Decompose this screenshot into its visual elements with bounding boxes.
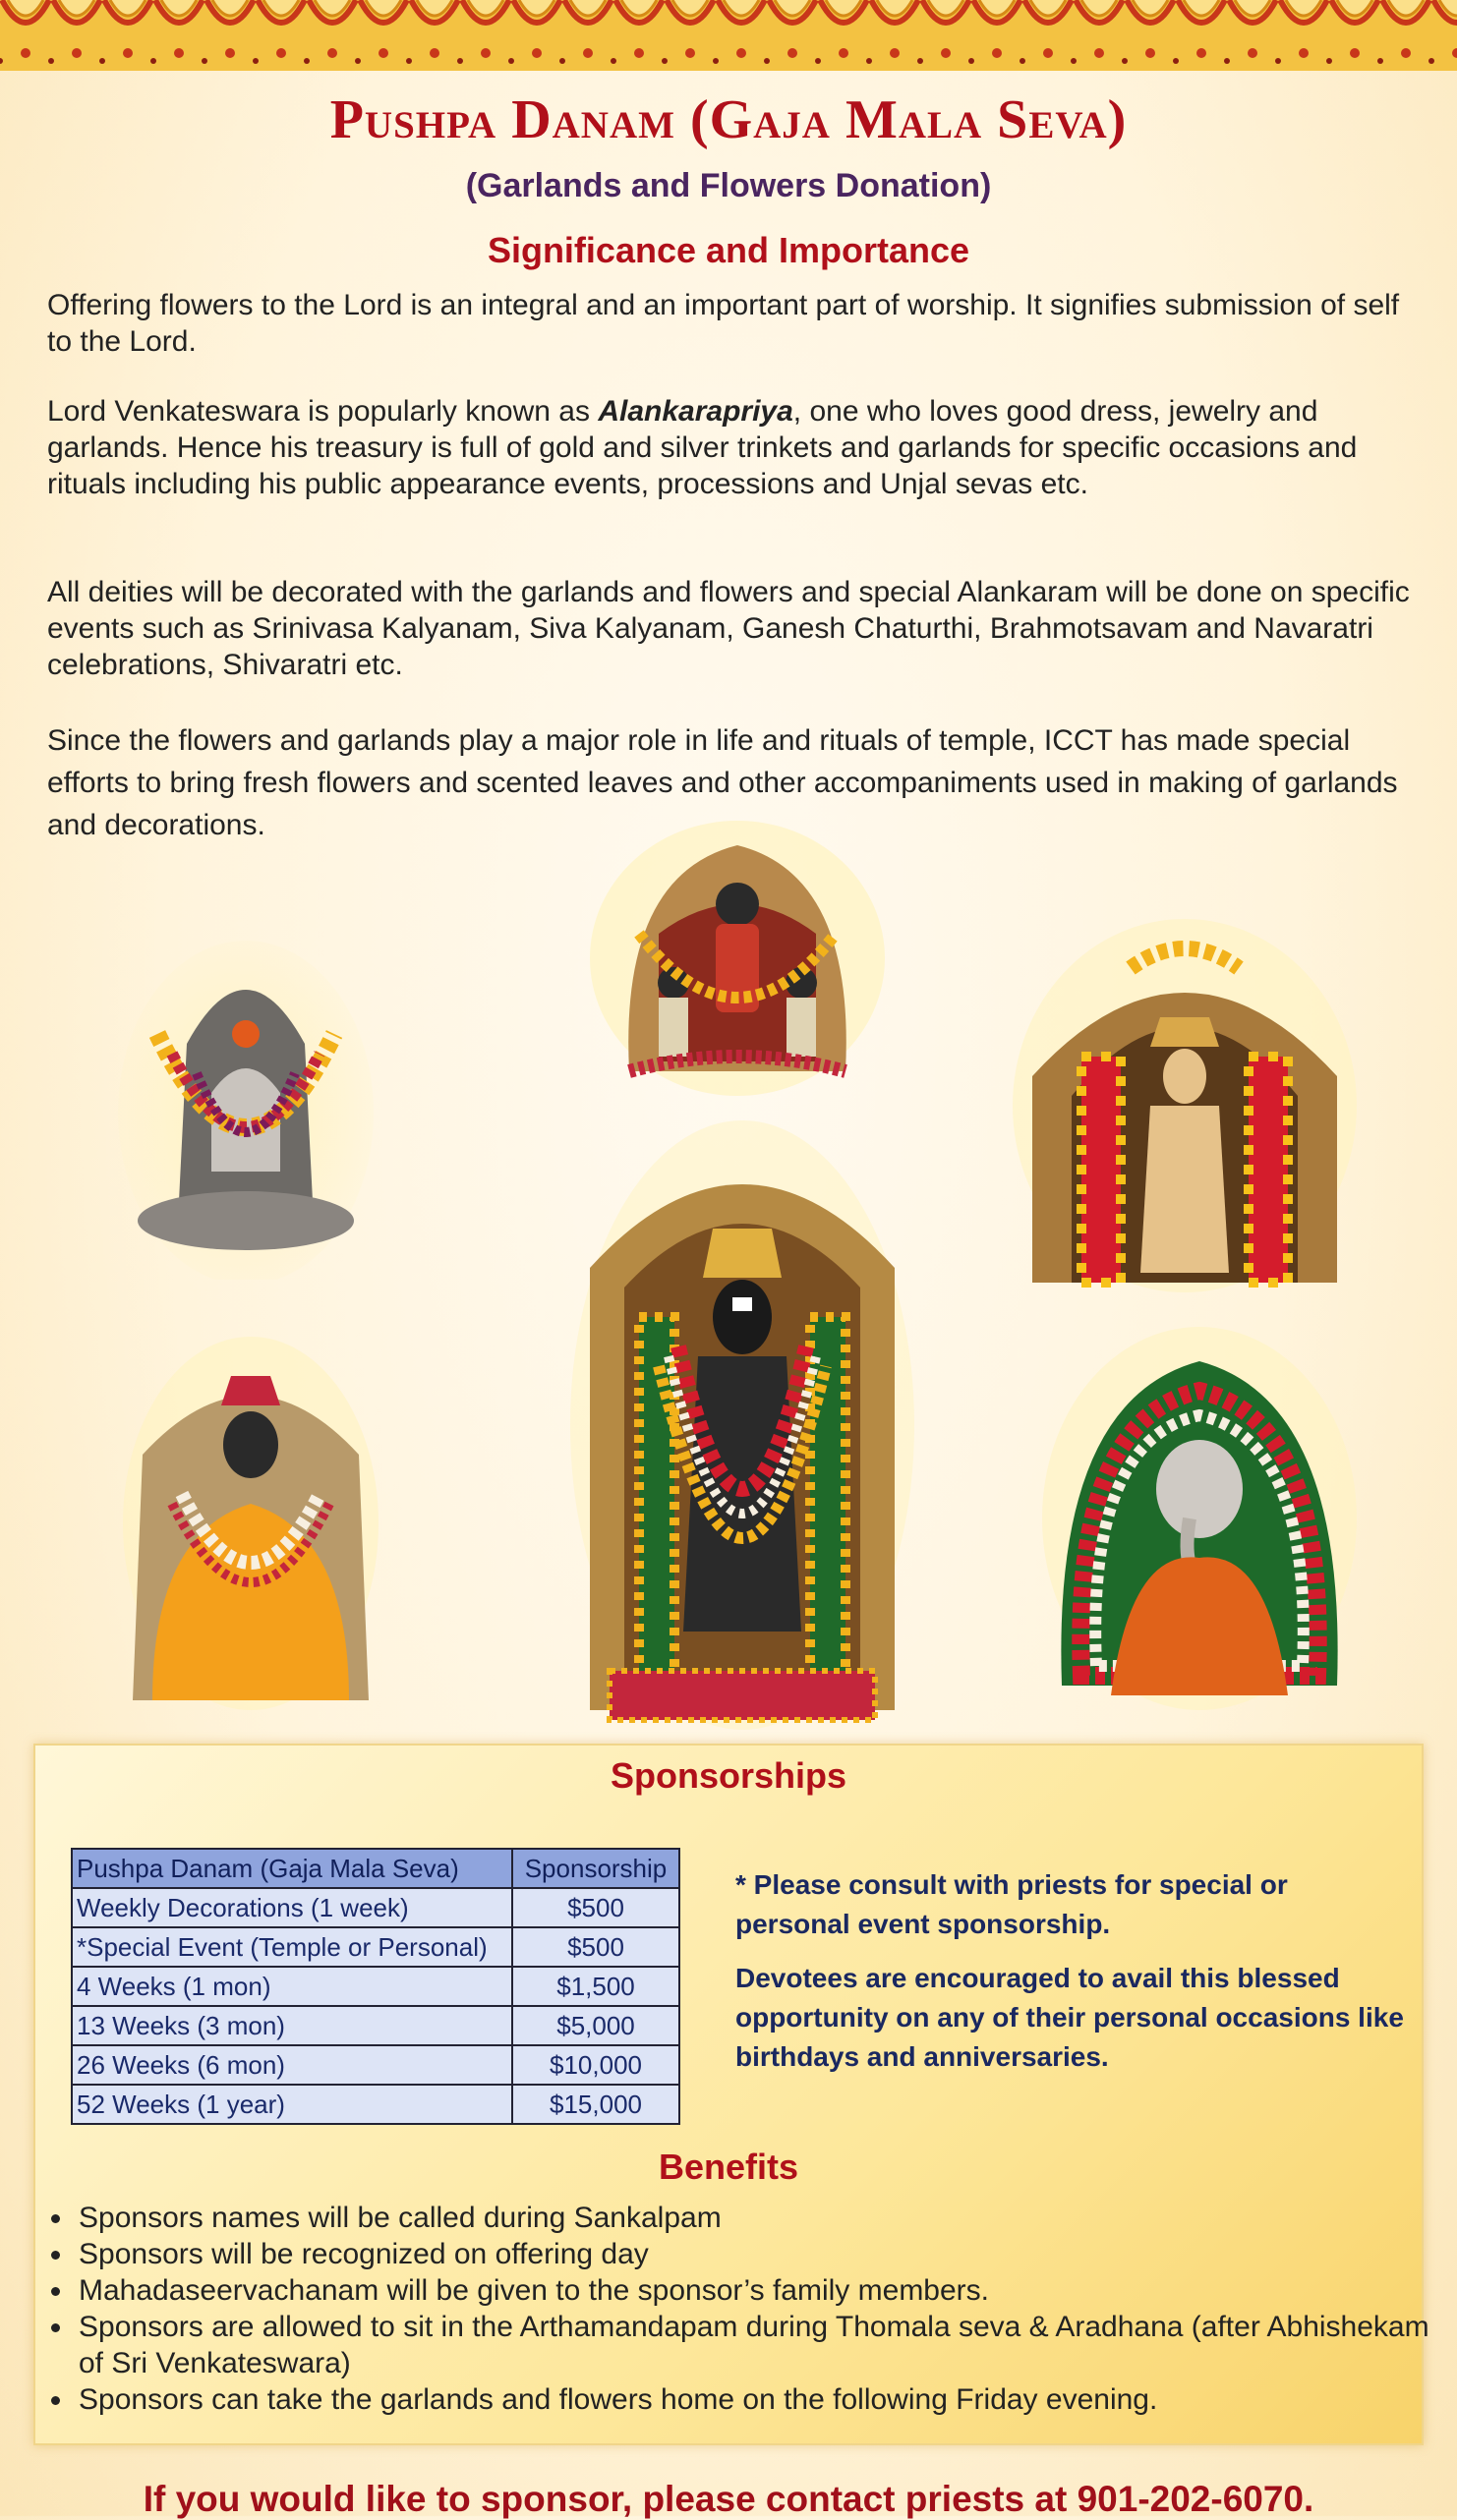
paragraph-2 bbox=[47, 393, 1414, 502]
row-label: 4 Weeks (1 mon) bbox=[72, 1967, 512, 2006]
benefits-list bbox=[29, 2200, 1457, 2418]
row-label: Weekly Decorations (1 week) bbox=[72, 1888, 512, 1927]
table-row bbox=[72, 2045, 679, 2085]
benefits-heading: Benefits bbox=[658, 2147, 799, 2187]
row-amount: $500 bbox=[512, 1888, 679, 1927]
list-item: • Mahadaseervachanam will be given to the sponsor’s family members. bbox=[75, 2272, 1457, 2309]
goddess-image bbox=[1013, 919, 1357, 1292]
alankarapriya-term: Alankarapriya bbox=[598, 395, 793, 428]
list-item: • Sponsors will be recognized on offering day bbox=[75, 2236, 1457, 2272]
table-row bbox=[72, 2006, 679, 2045]
row-label: 52 Weeks (1 year) bbox=[72, 2085, 512, 2124]
table-header-seva: Pushpa Danam (Gaja Mala Seva) bbox=[72, 1849, 512, 1888]
row-label: 13 Weeks (3 mon) bbox=[72, 2006, 512, 2045]
list-item: • Sponsors are allowed to sit in the Arthamandapam during Thomala seva & Aradhana (after Abhishekam of Sri Venkateswara) bbox=[75, 2309, 1457, 2381]
table-row bbox=[72, 1888, 679, 1927]
paragraph-2-start: Lord Venkateswara is popularly known as bbox=[47, 395, 599, 428]
row-label: *Special Event (Temple or Personal) bbox=[72, 1927, 512, 1967]
list-item: • Sponsors can take the garlands and flowers home on the following Friday evening. bbox=[75, 2381, 1457, 2418]
contact-footer: If you would like to sponsor, please contact priests at 901-202-6070. bbox=[143, 2479, 1314, 2519]
special-event-note: * Please consult with priests for special or personal event sponsorship. bbox=[735, 1869, 1288, 1939]
shiva-lingam-image bbox=[118, 926, 374, 1280]
table-row bbox=[72, 1967, 679, 2006]
sponsorships-heading: Sponsorships bbox=[610, 1755, 847, 1796]
page-subtitle: (Garlands and Flowers Donation) bbox=[465, 167, 992, 204]
row-amount: $15,000 bbox=[512, 2085, 679, 2124]
paragraph-4: Since the flowers and garlands play a major role in life and rituals of temple, ICCT has made special efforts to bring fresh flowers and scented leaves and other accompaniments used in making of garlands and decorations. bbox=[47, 724, 1398, 841]
paragraph-3: All deities will be decorated with the garlands and flowers and special Alankaram will be done on specific events such as Srinivasa Kalyanam, Siva Kalyanam, Ganesh Chaturthi, Brahmotsavam and Navaratri celebrations, Shivaratri etc. bbox=[47, 576, 1410, 681]
paragraph-2-end: , one who loves good dress, jewelry and garlands. Hence his treasury is full of gold and silver trinkets and garlands for specific occasions and rituals including his public appearance events, processions and Unjal sevas etc. bbox=[47, 395, 1358, 500]
table-header-row bbox=[72, 1849, 679, 1888]
row-label: 26 Weeks (6 mon) bbox=[72, 2045, 512, 2085]
table-row bbox=[72, 2085, 679, 2124]
list-item: • Sponsors names will be called during Sankalpam bbox=[75, 2200, 1457, 2236]
paragraph-1: Offering flowers to the Lord is an integral and an important part of worship. It signifies submission of self to the Lord. bbox=[47, 289, 1400, 358]
row-amount: $1,500 bbox=[512, 1967, 679, 2006]
row-amount: $500 bbox=[512, 1927, 679, 1967]
decorative-border bbox=[0, 0, 1457, 71]
sponsorship-table bbox=[71, 1848, 680, 2125]
venkateswara-image bbox=[570, 1120, 914, 1730]
table-header-sponsorship: Sponsorship bbox=[512, 1849, 679, 1888]
scallop-border-icon bbox=[0, 0, 1457, 71]
table-row bbox=[72, 1927, 679, 1967]
deities-group-image bbox=[590, 816, 885, 1101]
goddess-dark-image bbox=[123, 1337, 379, 1710]
ganesha-image bbox=[1042, 1322, 1357, 1710]
row-amount: $5,000 bbox=[512, 2006, 679, 2045]
page-title: Pushpa Danam (Gaja Mala Seva) bbox=[329, 89, 1128, 150]
devotees-note: Devotees are encouraged to avail this blessed opportunity on any of their personal occasions like birthdays and anniversaries. bbox=[735, 1963, 1404, 2072]
row-amount: $10,000 bbox=[512, 2045, 679, 2085]
significance-heading: Significance and Importance bbox=[487, 230, 970, 270]
